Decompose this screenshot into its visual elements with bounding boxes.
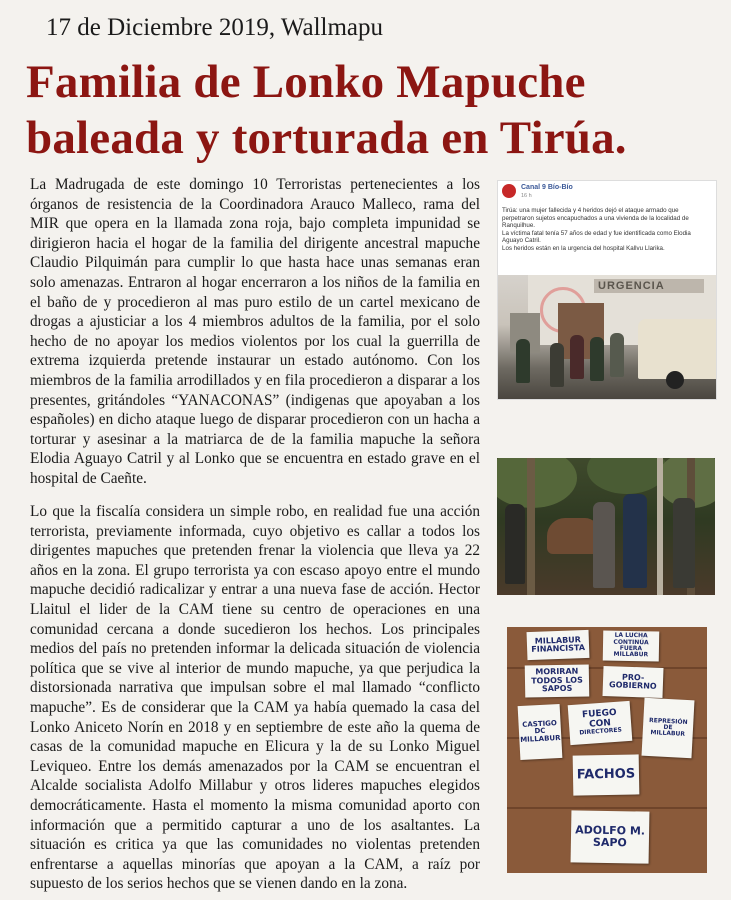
post-text-line: Tirúa: una mujer fallecida y 4 heridos dejó el ataque armado que perpetraron sujetos encapuchados a una vivienda de la localidad de Ranquilhue. (502, 207, 689, 229)
paragraph-text: La Madrugada de este domingo 10 Terroristas pertenecientes a los órganos de resistencia de la Coordinadora Arauco Malleco, rama del MIR que opera en la llamada zona roja, bajo completa impunidad se dirigieron hacia el hogar de la familia del dirigente ancestral mapuche Claudio Pilquimán para cumplir lo que hasta hace unas semanas eran solo amenazas. Entraron al hogar encerraron a los niños de la familia en el baño de y procedieron al mas puro estilo de un cartel mexicano de drogas a ajusticiar a los 4 miembros adultos de la familia, por el solo hecho de no apoyar los medios violentos por los cual la guerrilla de extrema izquierda pretende instaurar un estado autónomo. Con los miembros de la familia arrodillados y en fila procedieron a disparar a los presentes, gritándoles “YANACONAS” (indigenas que apoyaban a los españoles) en dicho ataque luego de disparar procedieron con un hacha a torturar y asesinar a la matriarca de de la familia mapuche la señora Elodia Aguayo Catril y al Lonko que se encuentra en estado grave en el hospital de Caeñte. (30, 176, 480, 487)
person-figure (610, 333, 624, 377)
post-text-line: La víctima fatal tenía 57 años de edad y fue identificada como Elodia Aguayo Catril. (502, 229, 691, 244)
sign-line: FINANCISTA (531, 643, 586, 654)
protest-sign (568, 701, 633, 745)
protest-sign (527, 630, 590, 660)
sign-line: FUERA (619, 644, 643, 653)
person-figure (550, 343, 564, 387)
sign-line: DC (534, 727, 546, 736)
sign-line: CASTIGO (522, 719, 558, 729)
post-author: Canal 9 Bío-Bío (521, 184, 573, 191)
sign-line: SAPO (592, 835, 627, 850)
forest-group-photo (497, 458, 715, 595)
person-figure (593, 502, 615, 588)
sign-line: CON (588, 718, 612, 730)
protest-sign (642, 698, 695, 759)
hospital-scene-photo (498, 275, 716, 399)
post-text (502, 207, 710, 252)
channel-avatar (502, 184, 516, 198)
sign-line: MILLABUR (650, 729, 686, 739)
sign-line: MORIRAN (535, 667, 579, 677)
post-time: 16 h (521, 193, 532, 199)
sign-line: MILLABUR (519, 733, 561, 744)
sign-line: MILLABUR (613, 650, 649, 659)
building-sign: URGENCIA (594, 279, 704, 293)
person-figure (570, 335, 584, 379)
protest-sign (573, 754, 640, 795)
news-post-image (497, 180, 717, 400)
sign-line: ADOLFO M. (575, 823, 646, 839)
headline-line-1: Familia de Lonko Mapuche (26, 56, 586, 108)
protest-sign (571, 810, 650, 863)
protest-sign (518, 704, 563, 760)
article-paragraph-2 (30, 502, 480, 894)
person-figure (516, 339, 530, 383)
sign-line: FUEGO (581, 708, 618, 721)
sign-line: FACHOS (576, 766, 636, 783)
foliage (587, 458, 667, 494)
headline-line-2: baleada y torturada en Tirúa. (26, 112, 627, 164)
wood-grain (507, 807, 707, 809)
post-text-line: Los heridos están en la urgencia del hospital Kallvu Llarika. (502, 244, 665, 252)
sign-line: DIRECTORES (579, 726, 623, 737)
sign-line: DE (663, 723, 673, 732)
police-truck (638, 319, 716, 379)
tree-trunk (527, 458, 535, 595)
sign-line: GOBIERNO (608, 680, 657, 691)
person-figure (590, 337, 604, 381)
headline (26, 54, 726, 166)
person-figure (623, 494, 647, 588)
foliage (497, 458, 577, 508)
tree-trunk (657, 458, 663, 595)
sign-line: PRO- (621, 672, 645, 682)
protest-sign (525, 664, 590, 697)
wheel (666, 371, 684, 389)
sign-line: REPRESIÓN (648, 716, 688, 726)
sign-line: MILLABUR (534, 634, 582, 646)
sign-line: TODOS LOS (531, 675, 583, 686)
sign-line: CONTINÚA (613, 638, 649, 647)
person-figure (673, 498, 695, 588)
protest-signs-photo (507, 627, 707, 873)
paragraph-text: Lo que la fiscalía considera un simple robo, en realidad fue una acción terrorista, previamente informada, cuyo objetivo es callar a todos los dirigentes mapuches que pretenden frenar la violencia que lleva ya 22 años en la zona. El grupo terrorista ya con escaso apoyo entre el mundo mapuche decidió radicalizar y entrar a una nueva fase de acción. Hector Llaitul el lider de la CAM tiene su centro de operaciones en una comunidad cercana a donde sucedieron los hechos. Los principales medios del país no pretenden informar la delicada situación de violencia política que se vive al interior de mundo mapuche, ya que perjudica la distorsionada narrativa que impulsan sobre el mal llamado “conflicto mapuche”. Es de considerar que la CAM ya había quemado la casa del Lonko Aniceto Norín en 2018 y en septiembre de este año la quema de casas de la comunidad mapuche en Elicura y la de su Lonko Miguel Leviqueo. Entre los demás amenazados por la CAM se encuentran el Alcalde socialista Adolfo Millabur y otros lideres mapuches elegidos democráticamente. Hasta el momento la misma comunidad aporto con información que a permitido capturar a uno de los asaltantes. La situación es critica ya que las comunidades no violentas pretenden enfrentarse a aquellas minorías que apoyan a la CAM, a raíz por supuesto de los serios hechos que se vienen dando en la zona. (30, 503, 480, 893)
protest-sign (603, 631, 660, 662)
sign-line: LA LUCHA (614, 632, 648, 640)
person-figure (505, 504, 525, 584)
horse (547, 518, 599, 554)
article-paragraph-1 (30, 175, 480, 489)
dateline: 17 de Diciembre 2019, Wallmapu (46, 14, 384, 41)
protest-sign (602, 666, 663, 698)
post-header (502, 184, 712, 204)
sign-line: SAPOS (541, 683, 573, 694)
